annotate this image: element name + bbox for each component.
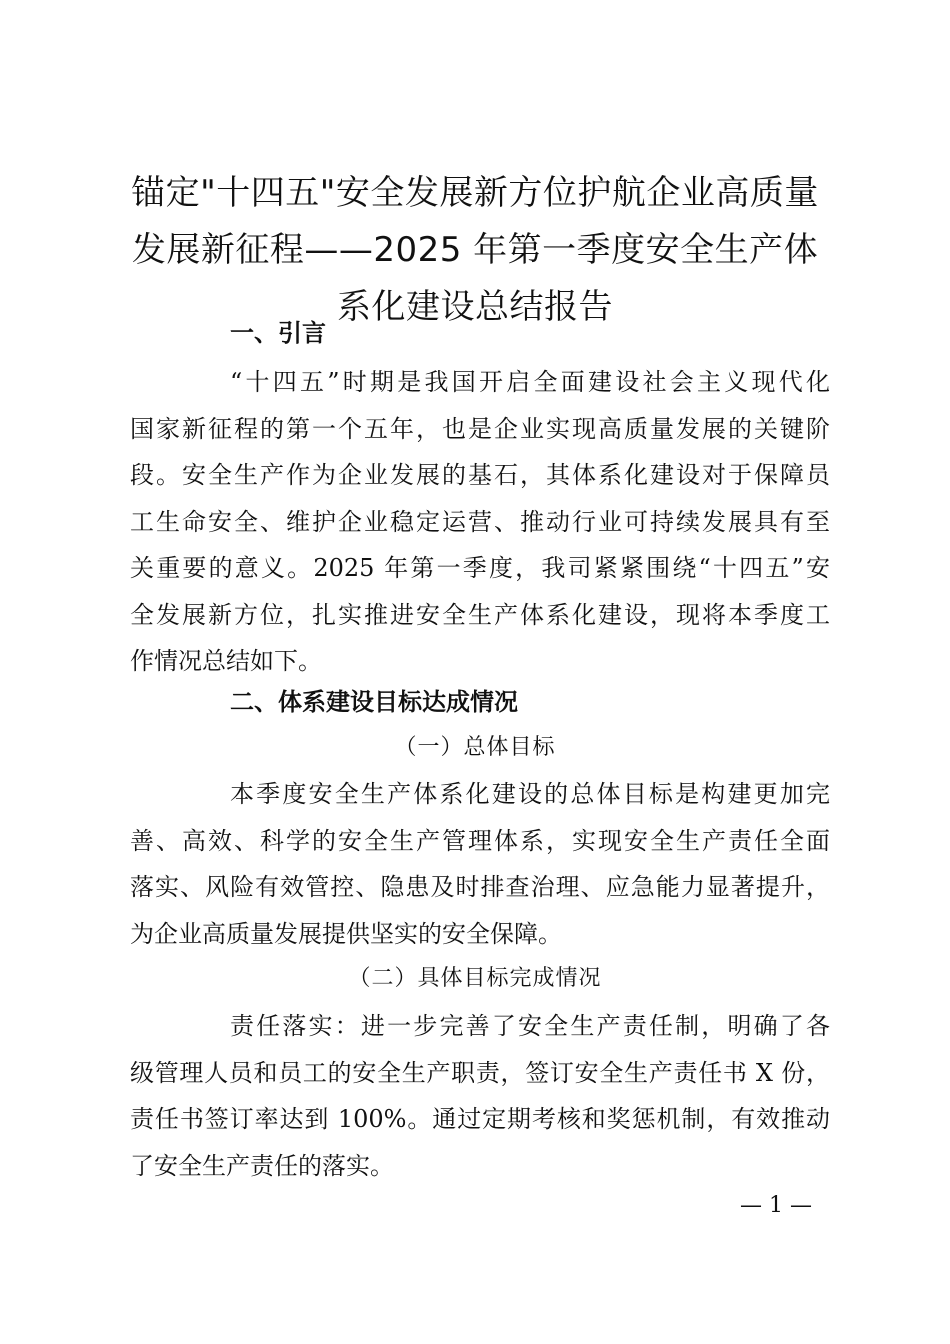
title-line: 发展新征程——2025 年第一季度安全生产体 — [131, 230, 819, 270]
page-number: — 1 — — [740, 1193, 812, 1218]
specific-goals-paragraph — [130, 1003, 830, 1189]
paragraph-line: 级管理人员和员工的安全生产职责，签订安全生产责任书 X 份， — [130, 1058, 830, 1087]
paragraph-line: 段。安全生产作为企业发展的基石，其体系化建设对于保障员 — [130, 461, 830, 489]
intro-paragraph — [130, 359, 830, 685]
paragraph-line: 国家新征程的第一个五年，也是企业实现高质量发展的关键阶 — [130, 414, 830, 443]
document-title — [110, 165, 840, 336]
section-heading-goals: 二、体系建设目标达成情况 — [230, 688, 518, 716]
paragraph-line: 本季度安全生产体系化建设的总体目标是构建更加完 — [230, 780, 830, 808]
title-line: 锚定"十四五"安全发展新方位护航企业高质量 — [131, 173, 819, 213]
paragraph-line: “十四五”时期是我国开启全面建设社会主义现代化 — [230, 368, 830, 396]
paragraph-line: 为企业高质量发展提供坚实的安全保障。 — [130, 919, 562, 948]
paragraph-line: 了安全生产责任的落实。 — [130, 1151, 394, 1180]
paragraph-line: 责任书签订率达到 100%。通过定期考核和奖惩机制，有效推动 — [130, 1105, 830, 1133]
paragraph-line: 工生命安全、维护企业稳定运营、推动行业可持续发展具有至 — [130, 507, 830, 536]
paragraph-line: 关重要的意义。2025 年第一季度，我司紧紧围绕“十四五”安 — [130, 554, 830, 582]
paragraph-line: 作情况总结如下。 — [130, 647, 322, 675]
subheading-overall-goal: （一）总体目标 — [394, 735, 556, 760]
paragraph-line: 全发展新方位，扎实推进安全生产体系化建设，现将本季度工 — [130, 600, 830, 629]
overall-goal-paragraph — [130, 771, 830, 957]
title-line: 系化建设总结报告 — [337, 287, 613, 327]
paragraph-line: 责任落实：进一步完善了安全生产责任制，明确了各 — [230, 1012, 830, 1040]
paragraph-line: 善、高效、科学的安全生产管理体系，实现安全生产责任全面 — [130, 826, 830, 855]
subheading-specific-goals: （二）具体目标完成情况 — [348, 966, 602, 991]
section-heading-intro: 一、引言 — [230, 319, 326, 347]
paragraph-line: 落实、风险有效管控、隐患及时排查治理、应急能力显著提升， — [130, 873, 830, 901]
